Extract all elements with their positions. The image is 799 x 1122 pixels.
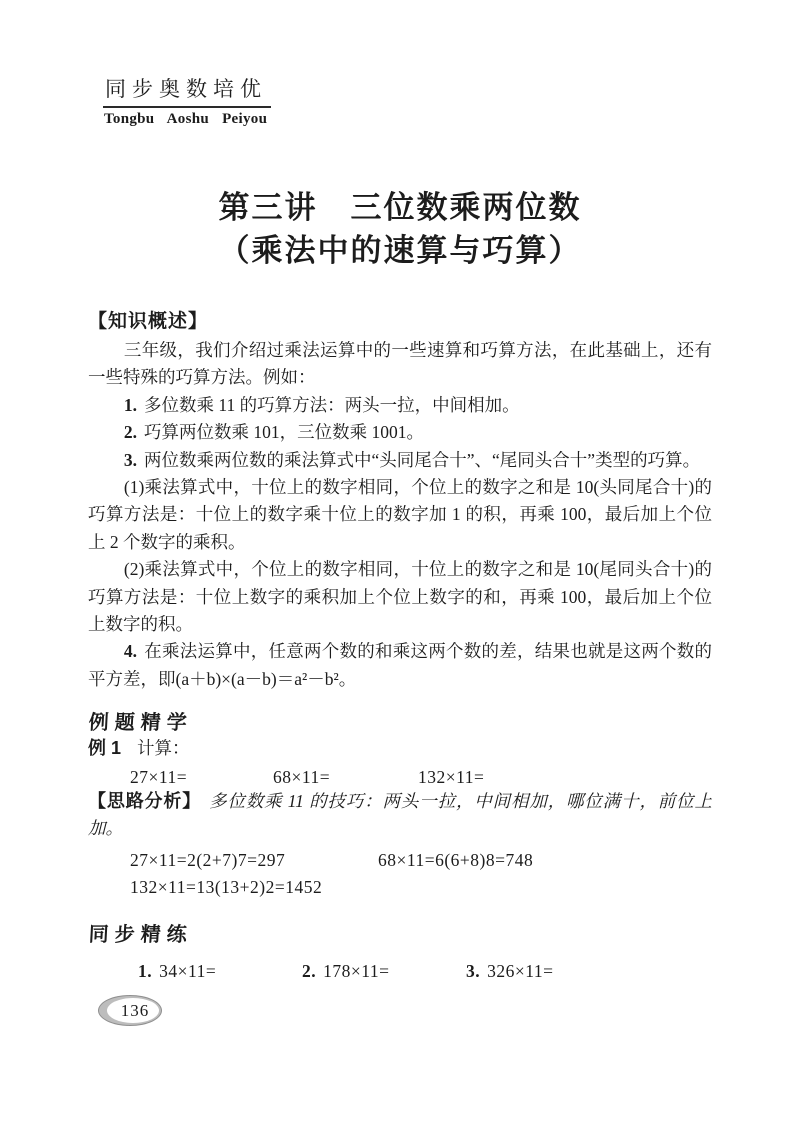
knowledge-item-1	[88, 392, 712, 419]
exercise-number: 3.	[466, 961, 481, 982]
problem-expression: 68×11=	[273, 766, 331, 787]
problem-expression: 27×11=	[130, 766, 188, 787]
analysis-text: 多位数乘 11 的技巧：两头一拉，中间相加，哪位满十，前位上加。	[88, 790, 713, 839]
brand-chinese-title: 同步奥数培优	[103, 73, 271, 108]
practice-problems-row	[88, 961, 712, 982]
chapter-title	[88, 186, 712, 272]
item-number: 1.	[123, 394, 137, 415]
solution-expression: 68×11=6(6+8)8=748	[378, 849, 534, 870]
solution-row-1	[88, 847, 712, 874]
exercise-item	[302, 961, 466, 982]
knowledge-item-2	[88, 419, 712, 446]
solution-row-2	[88, 874, 712, 901]
knowledge-item-4	[88, 638, 712, 693]
practice-section-heading: 同步精练	[88, 922, 194, 947]
solution-expression: 27×11=2(2+7)7=297	[130, 849, 286, 870]
item-number: (2)	[123, 559, 145, 580]
exercise-item	[466, 961, 553, 982]
knowledge-subitem-2	[88, 556, 712, 638]
series-brand	[103, 73, 271, 128]
problem-expression: 132×11=	[418, 766, 485, 787]
example-prompt: 计算：	[137, 738, 190, 759]
exercise-number: 1.	[138, 961, 153, 982]
exercise-item	[138, 961, 302, 982]
example-number: 例 1	[88, 738, 122, 759]
item-text: 在乘法运算中，任意两个数的和乘这两个数的差，结果也就是这两个数的平方差，即(a＋b)×(a－b)＝a²－b²。	[88, 641, 712, 689]
item-number: 4.	[123, 641, 137, 662]
example-problems-row	[88, 767, 712, 788]
exercise-number: 2.	[302, 961, 317, 982]
exercise-expression: 34×11=	[159, 961, 217, 982]
page-number: 136	[120, 1000, 150, 1020]
example-label-row	[88, 735, 712, 762]
brand-pinyin-title: Tongbu Aoshu Peiyou	[104, 111, 268, 127]
knowledge-subitem-1	[88, 474, 712, 556]
knowledge-item-3	[88, 447, 712, 474]
exercise-expression: 178×11=	[323, 961, 390, 982]
item-number: 3.	[123, 449, 137, 470]
item-number: (1)	[123, 477, 145, 498]
item-text: 巧算两位数乘 101，三位数乘 1001。	[144, 422, 424, 443]
knowledge-section-heading: 【知识概述】	[88, 311, 209, 332]
analysis-label: 【思路分析】	[88, 790, 202, 811]
page-number-badge	[98, 995, 162, 1026]
knowledge-intro-text: 三年级，我们介绍过乘法运算中的一些速算和巧算方法，在此基础上，还有一些特殊的巧算方法。例如：	[88, 340, 712, 388]
item-text: 多位数乘 11 的巧算方法：两头一拉，中间相加。	[144, 394, 520, 415]
analysis-paragraph	[88, 788, 712, 843]
item-text: 乘法算式中，个位上的数字相同，十位上的数字之和是 10(尾同头合十)的巧算方法是：十位上数字的乘积加上个位上数字的和，再乘 100，最后加上个位上数字的积。	[88, 559, 712, 635]
item-text: 两位数乘两位数的乘法算式中“头同尾合十”、“尾同头合十”类型的巧算。	[144, 449, 701, 470]
item-text: 乘法算式中，十位上的数字相同，个位上的数字之和是 10(头同尾合十)的巧算方法是：十位上的数字乘十位上的数字加 1 的积，再乘 100，最后加上个位上 2 个数字的乘积。	[88, 477, 712, 552]
example-section-heading: 例题精学	[88, 710, 194, 735]
chapter-title-line2: （乘法中的速算与巧算）	[218, 233, 582, 268]
solution-expression: 132×11=13(13+2)2=1452	[130, 876, 323, 897]
chapter-title-line1: 第三讲 三位数乘两位数	[218, 190, 582, 225]
knowledge-intro-paragraph	[88, 337, 712, 392]
item-number: 2.	[123, 422, 137, 443]
exercise-expression: 326×11=	[487, 961, 554, 982]
